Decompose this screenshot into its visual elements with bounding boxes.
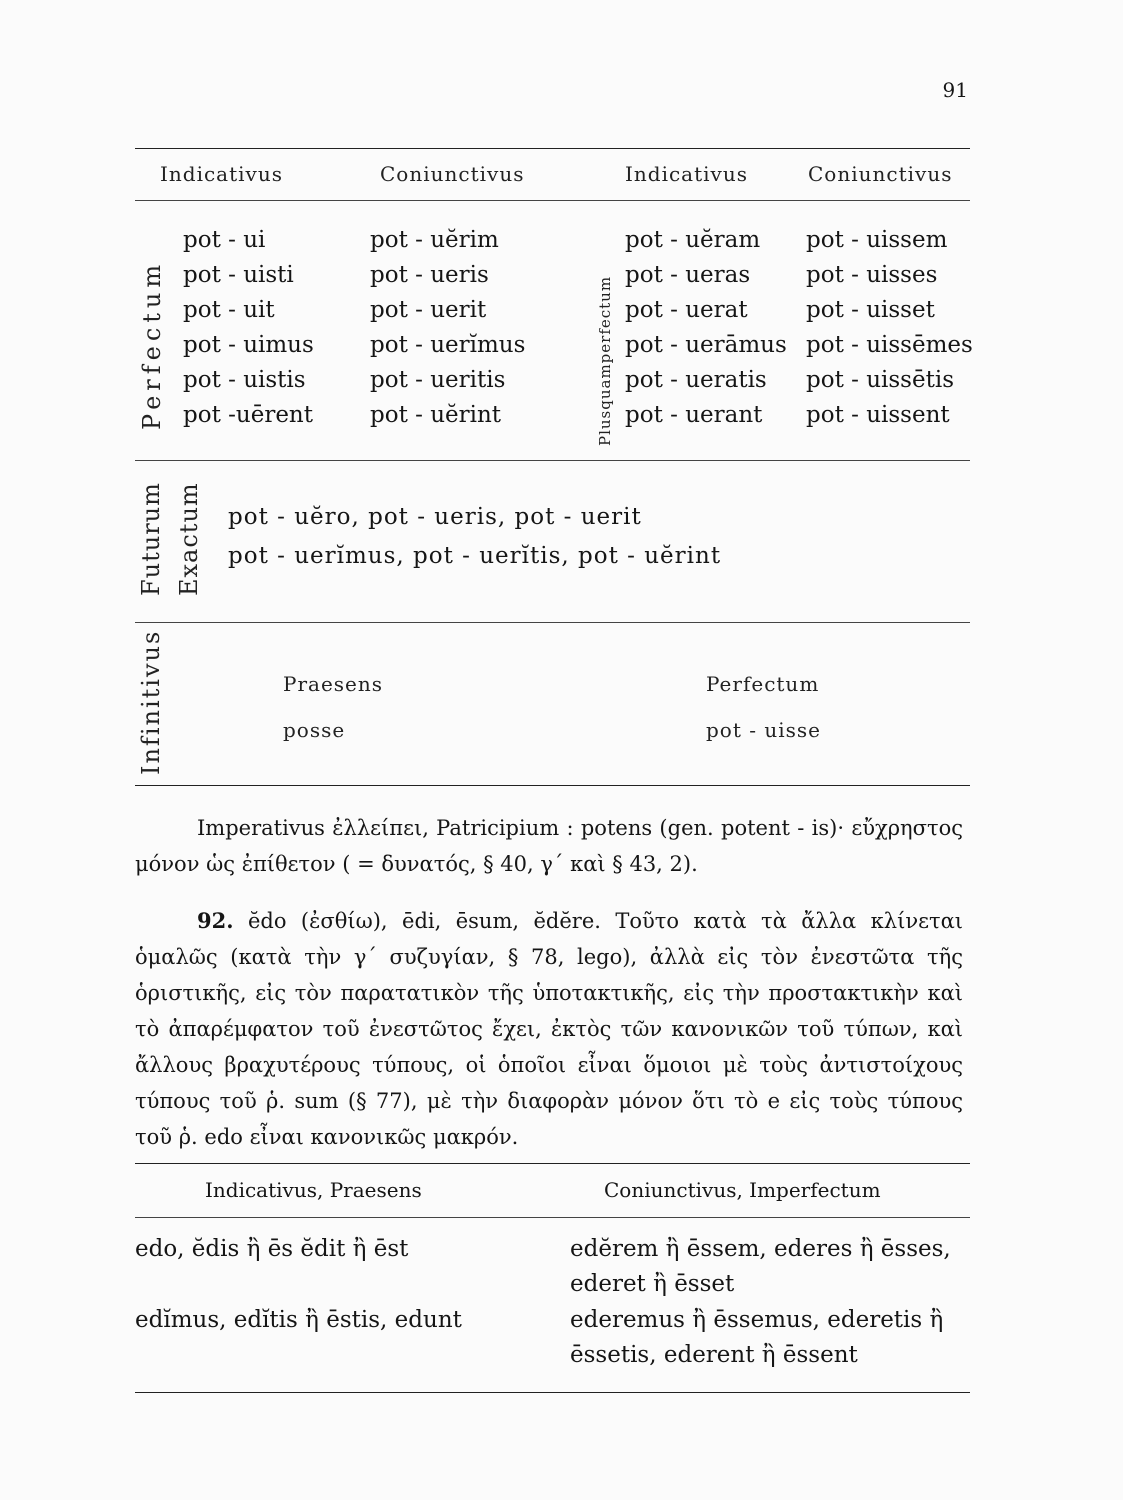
form-cell: pot - uĕram	[625, 227, 761, 253]
plusquamperfectum-label: Plusquamperfectum	[596, 275, 614, 446]
table2-cell: edĭmus, edĭtis ἢ ēstis, edunt	[135, 1307, 462, 1333]
exactum-label: Exactum	[175, 482, 203, 596]
table2-cell: edo, ĕdis ἢ ēs ĕdit ἢ ēst	[135, 1236, 409, 1262]
futurum-line-2: pot - uerĭmus, pot - uerĭtis, pot - uĕrint	[228, 543, 722, 569]
table2-bottom-rule	[135, 1392, 970, 1393]
infinitivus-label: Infinitivus	[137, 629, 165, 775]
form-cell: pot - uĕrim	[370, 227, 499, 253]
praesens-label: Praesens	[283, 672, 384, 696]
form-cell: pot - ueritis	[370, 367, 506, 393]
form-cell: pot - uisti	[183, 262, 294, 288]
form-cell: pot -uērent	[183, 402, 313, 428]
form-cell: pot - uissent	[806, 402, 950, 428]
form-cell: pot - uisses	[806, 262, 938, 288]
table2-cell: ederemus ἢ ēssemus, ederetis ἢ	[570, 1307, 944, 1333]
table2-cell: ederet ἢ ēsset	[570, 1271, 735, 1297]
table2-header-right: Coniunctivus, Imperfectum	[604, 1178, 881, 1202]
form-cell: pot - uerat	[625, 297, 748, 323]
table1-header-indicativus-1: Indicativus	[160, 162, 283, 186]
form-cell: pot - uĕrint	[370, 402, 502, 428]
table1-bottom-rule	[135, 785, 970, 786]
table1-header-coniunctivus-1: Coniunctivus	[380, 162, 525, 186]
perfectum-inf-form: pot - uisse	[706, 718, 821, 742]
paragraph-92	[135, 903, 963, 1155]
table2-top-rule	[135, 1163, 970, 1164]
table1-header-coniunctivus-2: Coniunctivus	[808, 162, 953, 186]
perfectum-label: Perfectum	[138, 259, 166, 430]
form-cell: pot - uerit	[370, 297, 487, 323]
paragraph-text: Imperativus ἐλλείπει, Patricipium : potens (gen. potent - is)· εὔχρηστος μόνον ὡς ἐπίθετον ( = δυνατός, § 40, γ΄ καὶ § 43, 2).	[135, 816, 963, 876]
form-cell: pot - ueris	[370, 262, 489, 288]
table1-header-rule	[135, 200, 970, 201]
praesens-form: posse	[283, 718, 346, 742]
paragraph-text: ĕdo (ἐσθίω), ēdi, ēsum, ĕdĕre. Τοῦτο κατὰ τὰ ἄλλα κλίνεται ὁμαλῶς (κατὰ τὴν γ΄ συζυγίαν, § 78, lego), ἀλλὰ εἰς τὸν ἐνεστῶτα τῆς ὁριστικῆς, εἰς τὸν παρατατικὸν τῆς ὑποτακτικῆς, εἰς τὴν προστακτικὴν καὶ τὸ ἀπαρέμφατον τοῦ ἐνεστῶτος ἔχει, ἐκτὸς τῶν κανονικῶν τοῦ τύπων, καὶ ἄλλους βραχυτέρους τύπους, οἱ ὁποῖοι εἶναι ὅμοιοι μὲ τοὺς ἀντιστοίχους τύπους τοῦ ῥ. sum (§ 77), μὲ τὴν διαφορὰν μόνον ὅτι τὸ e εἰς τοὺς τύπους τοῦ ῥ. edo εἶναι κανονικῶς μακρόν.	[135, 909, 963, 1149]
futurum-line-1: pot - uĕro, pot - ueris, pot - uerit	[228, 504, 642, 530]
table1-header-indicativus-2: Indicativus	[625, 162, 748, 186]
form-cell: pot - ueras	[625, 262, 751, 288]
table2-header-left: Indicativus, Praesens	[205, 1178, 422, 1202]
page-number: 91	[942, 78, 968, 102]
table2-header-rule	[135, 1217, 970, 1218]
form-cell: pot - uimus	[183, 332, 314, 358]
form-cell: pot - uerĭmus	[370, 332, 526, 358]
form-cell: pot - uerāmus	[625, 332, 787, 358]
table1-top-rule	[135, 148, 970, 149]
section-number: 92.	[197, 908, 234, 933]
form-cell: pot - ui	[183, 227, 266, 253]
table2-cell: edĕrem ἢ ēssem, ederes ἢ ēsses,	[570, 1236, 951, 1262]
futurum-label: Futurum	[137, 482, 165, 596]
form-cell: pot - uerant	[625, 402, 763, 428]
form-cell: pot - uit	[183, 297, 275, 323]
form-cell: pot - uistis	[183, 367, 306, 393]
form-cell: pot - ueratis	[625, 367, 767, 393]
form-cell: pot - uissem	[806, 227, 948, 253]
perfectum-inf-label: Perfectum	[706, 672, 820, 696]
table1-section-rule	[135, 460, 970, 461]
paragraph-imperativus	[135, 810, 963, 882]
form-cell: pot - uissētis	[806, 367, 954, 393]
form-cell: pot - uisset	[806, 297, 935, 323]
table1-section-rule	[135, 622, 970, 623]
form-cell: pot - uissēmes	[806, 332, 973, 358]
table2-cell: ēssetis, ederent ἢ ēssent	[570, 1342, 858, 1368]
